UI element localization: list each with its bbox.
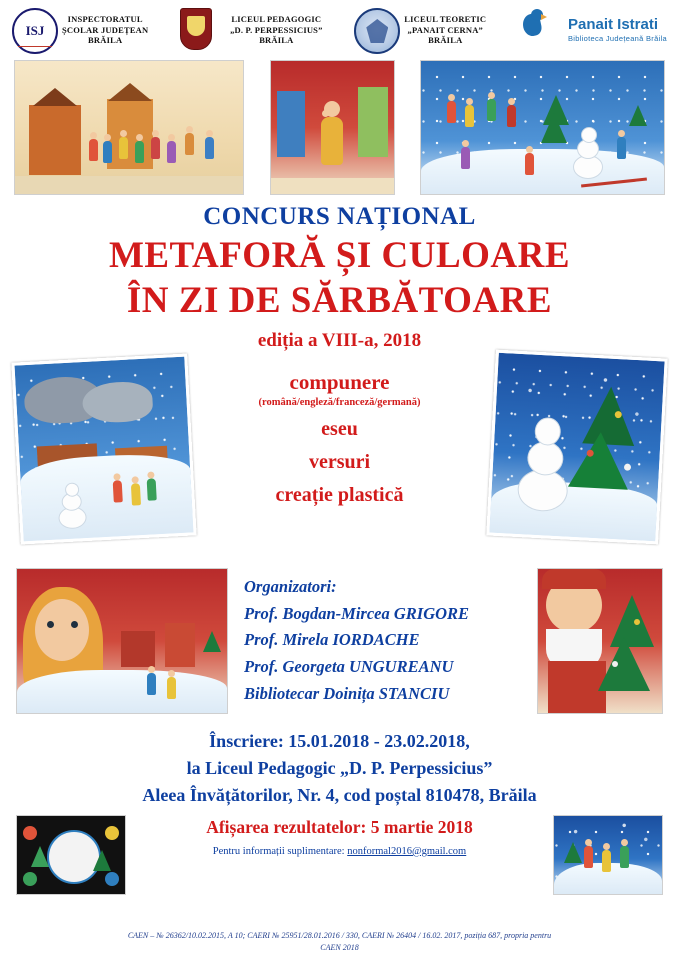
institution-isj-label: INSPECTORATUL ȘCOLAR JUDEȚEAN BRĂILA: [62, 14, 149, 46]
blue-bird-icon: [518, 8, 562, 52]
registration-block: [0, 728, 679, 809]
results-section: [0, 815, 679, 905]
artwork-santa-tree: [537, 568, 663, 714]
institution-liceul-pedagogic-label: LICEUL PEDAGOGIC „D. P. PERPESSICIUS” BRĂILA: [230, 14, 323, 46]
organizers-section: [0, 568, 679, 720]
isj-braila-logo: ISJ: [12, 8, 56, 52]
institution-liceul-teoretic: [354, 8, 486, 52]
category-creatie-plastica: creație plastică: [275, 483, 404, 506]
contact-info: [136, 846, 543, 857]
footer-line-1: CAEN – № 26362/10.02.2015, A 10; CAERI № 25951/28.01.2016 / 330, CAERI № 26404 / 16.02. 2017, poziția 687, propria pentru: [127, 931, 552, 940]
library-label: Panait Istrati Biblioteca Județeană Brăila: [567, 16, 667, 43]
artwork-snow-play: [420, 60, 665, 195]
organizer-3: Prof. Georgeta UNGUREANU: [244, 657, 454, 677]
poster-header: [0, 0, 679, 56]
institution-liceul-teoretic-label: LICEUL TEORETIC „PANAIT CERNA” BRĂILA: [404, 14, 487, 46]
title-line-1: METAFORĂ ȘI CULOARE: [108, 235, 571, 276]
artwork-row-top: [0, 56, 679, 195]
organizers-text: [244, 574, 524, 708]
institution-isj: [12, 8, 148, 52]
library-logo-block: [518, 8, 667, 52]
categories-section: [0, 356, 679, 566]
organizer-2: Prof. Mirela IORDACHE: [244, 630, 420, 650]
category-compunere-languages: (română/engleză/franceză/germană): [258, 396, 421, 408]
title-edition: ediția a VIII-a, 2018: [257, 329, 422, 351]
organizer-4: Bibliotecar Doinița STANCIU: [244, 683, 450, 703]
category-versuri: versuri: [308, 450, 371, 473]
results-text: [136, 817, 543, 857]
organizer-1: Prof. Bogdan-Mircea GRIGORE: [244, 603, 470, 623]
category-eseu: eseu: [321, 417, 358, 440]
title-block: [0, 203, 679, 352]
registration-line-2: la Liceul Pedagogic „D. P. Perpessicius”: [186, 757, 493, 778]
registration-line-3: Aleea Învățătorilor, Nr. 4, cod poștal 810478, Brăila: [142, 784, 537, 805]
artwork-globe-children: [16, 815, 126, 895]
footer-line-2: CAEN 2018: [320, 943, 359, 952]
artwork-winter-girl: [270, 60, 395, 195]
liceul-pedagogic-crest: [180, 8, 224, 52]
liceul-teoretic-seal: [354, 8, 398, 52]
artwork-girl-village: [16, 568, 228, 714]
registration-line-1: Înscriere: 15.01.2018 - 23.02.2018,: [209, 730, 470, 751]
categories-list: [0, 370, 679, 517]
institution-liceul-pedagogic: [180, 8, 323, 52]
results-line: Afișarea rezultatelor: 5 martie 2018: [206, 816, 473, 837]
artwork-night-skiers: [553, 815, 663, 895]
category-compunere: compunere: [289, 369, 390, 394]
contact-email[interactable]: nonformal2016@gmail.com: [347, 845, 467, 857]
title-kicker: CONCURS NAȚIONAL: [203, 203, 476, 230]
contact-info-prefix: Pentru informații suplimentare:: [212, 845, 348, 857]
artwork-carolers-houses: [14, 60, 244, 195]
legal-footer: [0, 930, 679, 954]
organizers-heading: Organizatori:: [244, 576, 337, 596]
title-line-2: ÎN ZI DE SĂRBĂTOARE: [126, 280, 553, 322]
